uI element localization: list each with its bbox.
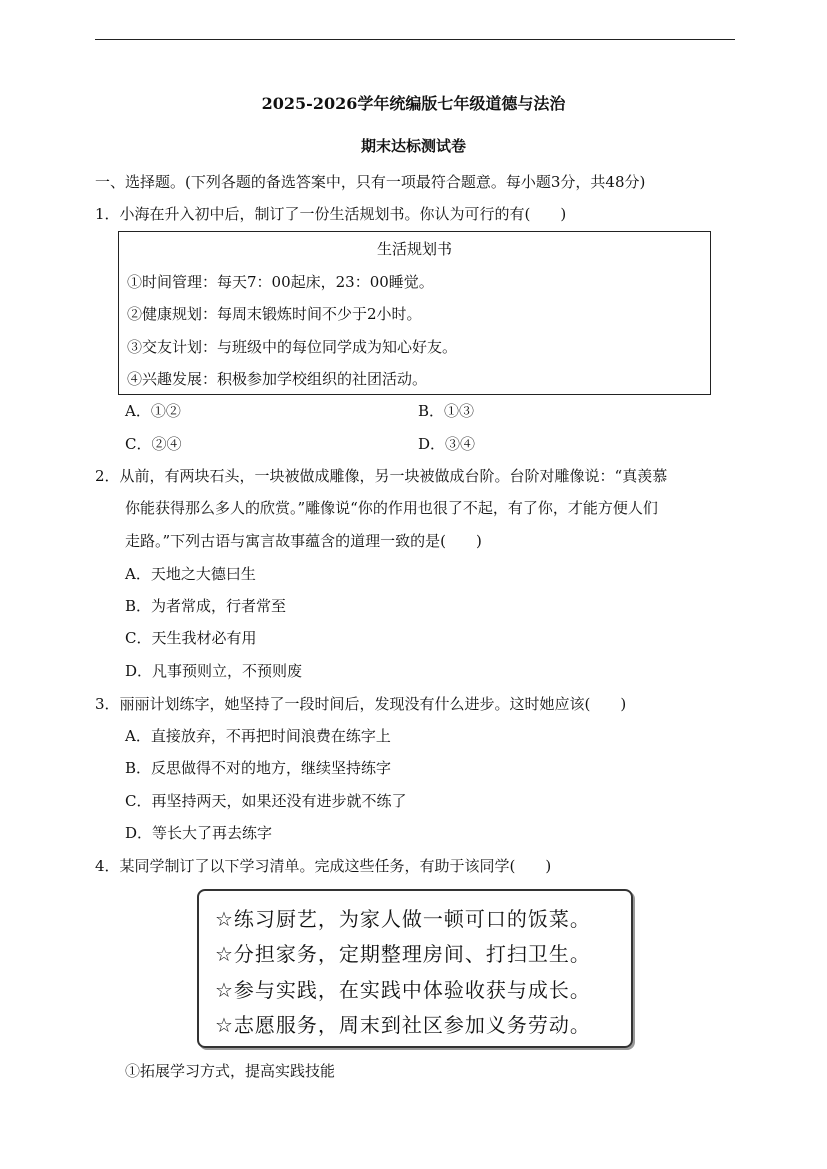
q3-option-d[interactable]: D．等长大了再去练字 [125, 824, 273, 842]
question-4-stem: 4．某同学制订了以下学习清单。完成这些任务，有助于该同学( ) [95, 857, 552, 875]
q2-option-d[interactable]: D．凡事预则立，不预则废 [125, 662, 303, 680]
plan-item: ①时间管理：每天7：00起床，23：00睡觉。 [127, 273, 434, 291]
study-list-item: ☆练习厨艺，为家人做一顿可口的饭菜。 [215, 907, 591, 931]
header-rule [95, 39, 735, 40]
study-list-item: ☆分担家务，定期整理房间、打扫卫生。 [215, 942, 591, 966]
life-plan-title: 生活规划书 [376, 240, 452, 258]
plan-item: ③交友计划：与班级中的每位同学成为知心好友。 [127, 338, 458, 356]
q2-option-a[interactable]: A．天地之大德曰生 [125, 565, 256, 583]
question-1-stem: 1．小海在升入初中后，制订了一份生活规划书。你认为可行的有( ) [95, 205, 567, 223]
study-list-box [197, 889, 633, 1048]
q2-option-c[interactable]: C．天生我材必有用 [125, 629, 257, 647]
life-plan-box [118, 231, 711, 395]
study-list-item: ☆志愿服务，周末到社区参加义务劳动。 [215, 1013, 591, 1037]
question-2-stem-line: 走路。”下列古语与寓言故事蕴含的道理一致的是( ) [125, 532, 482, 550]
q4-choice-1: ①拓展学习方式，提高实践技能 [125, 1062, 336, 1080]
exam-title: 2025-2026学年统编版七年级道德与法治 [261, 94, 566, 113]
question-2-stem-line: 你能获得那么多人的欣赏。”雕像说“你的作用也很了不起，有了你，才能方便人们 [125, 499, 658, 517]
question-3-stem: 3．丽丽计划练字，她坚持了一段时间后，发现没有什么进步。这时她应该( ) [95, 695, 627, 713]
question-2-stem-line: 2．从前，有两块石头，一块被做成雕像，另一块被做成台阶。台阶对雕像说：“真羡慕 [95, 467, 668, 485]
q3-option-c[interactable]: C．再坚持两天，如果还没有进步就不练了 [125, 792, 407, 810]
q1-option-c[interactable]: C．②④ [125, 435, 182, 453]
q1-option-a[interactable]: A．①② [125, 402, 181, 420]
q1-option-b[interactable]: B．①③ [418, 402, 475, 420]
exam-subtitle: 期末达标测试卷 [360, 137, 466, 155]
q3-option-b[interactable]: B．反思做得不对的地方，继续坚持练字 [125, 759, 392, 777]
plan-item: ②健康规划：每周末锻炼时间不少于2小时。 [127, 305, 422, 323]
q3-option-a[interactable]: A．直接放弃，不再把时间浪费在练字上 [125, 727, 391, 745]
study-list-item: ☆参与实践，在实践中体验收获与成长。 [215, 978, 591, 1002]
q2-option-b[interactable]: B．为者常成，行者常至 [125, 597, 287, 615]
q1-option-d[interactable]: D．③④ [418, 435, 476, 453]
section-heading: 一、选择题。(下列各题的备选答案中，只有一项最符合题意。每小题3分，共48分) [95, 173, 646, 191]
plan-item: ④兴趣发展：积极参加学校组织的社团活动。 [127, 370, 428, 388]
